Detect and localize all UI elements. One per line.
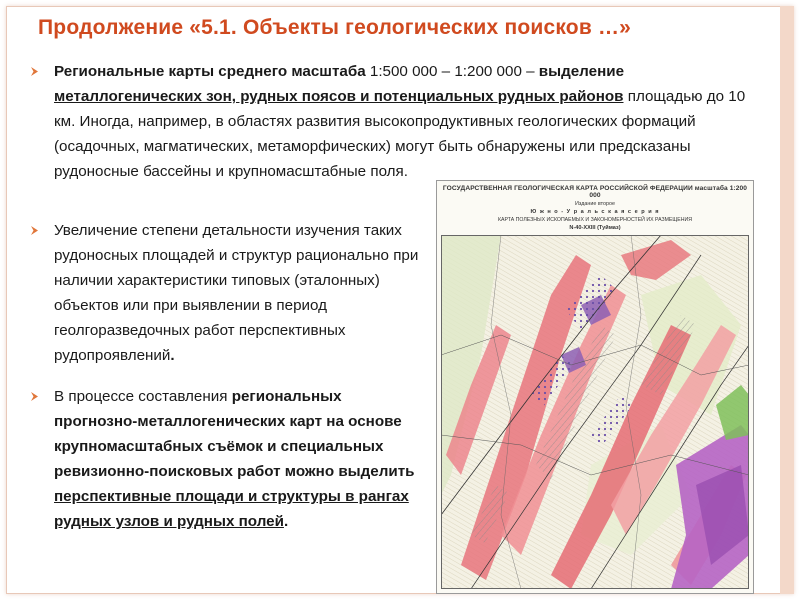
map-header-line3: Ю ж н о - У р а л ь с к а я с е р и я	[530, 209, 660, 215]
p3-period: .	[283, 513, 289, 530]
p1-rest: площадью до 10 км. Иногда, например, в областях развития высокопродуктивных геологических формаций (осадочных, магматических, метаморфических) могут быть обнаружены или предсказаны рудоносные бассейны и крупномасштабные поля.	[54, 88, 746, 180]
paragraph-regional-maps	[54, 59, 749, 184]
arrow-bullet-icon	[30, 66, 39, 77]
p2-text: Увеличение степени детальности изучения таких рудоносных площадей и структур рационально при наличии характеристики типовых (эталонных) объектов или при выявлении в период геолгоразведочных работ перспективных рудопроявлений	[54, 222, 419, 364]
p3-lead: В процессе составления	[54, 388, 232, 405]
map-header-line4: КАРТА ПОЛЕЗНЫХ ИСКОПАЕМЫХ И ЗАКОНОМЕРНОСТЕЙ ИХ РАЗМЕЩЕНИЯ	[498, 217, 692, 223]
p1-bold-lead: Региональные карты среднего масштаба	[54, 63, 366, 80]
geological-map-drawing	[441, 235, 749, 589]
p1-underlined-zones: металлогенических зон, рудных поясов и потенциальных рудных районов	[54, 88, 624, 105]
map-header-line2: Издание второе	[574, 201, 615, 207]
geological-map-image	[436, 180, 754, 594]
p3-underlined: перспективные площади и структуры в рангах рудных узлов и рудных полей	[54, 488, 409, 530]
slide-title: Продолжение «5.1. Объекты геологических поисков …»	[38, 16, 632, 39]
p1-scale: 1:500 000 – 1:200 000 –	[365, 63, 539, 80]
decorative-side-strip	[780, 6, 794, 594]
paragraph-detail-increase	[54, 218, 426, 368]
map-header-line1: ГОСУДАРСТВЕННАЯ ГЕОЛОГИЧЕСКАЯ КАРТА РОССИЙСКОЙ ФЕДЕРАЦИИ масштаба 1:200 000	[442, 185, 748, 199]
p1-bold-select: выделение	[538, 63, 625, 80]
arrow-bullet-icon	[30, 225, 39, 236]
p2-period: .	[170, 347, 175, 364]
map-header-line5: N-40-XXIII (Туймаз)	[569, 225, 621, 231]
arrow-bullet-icon	[30, 391, 39, 402]
paragraph-forecast-maps	[54, 384, 426, 534]
map-header	[437, 181, 753, 233]
p3-bold: региональных прогнозно-металлогенических карт на основе крупномасштабных съёмок и специальных ревизионно-поисковых работ можно выделить	[54, 388, 415, 480]
